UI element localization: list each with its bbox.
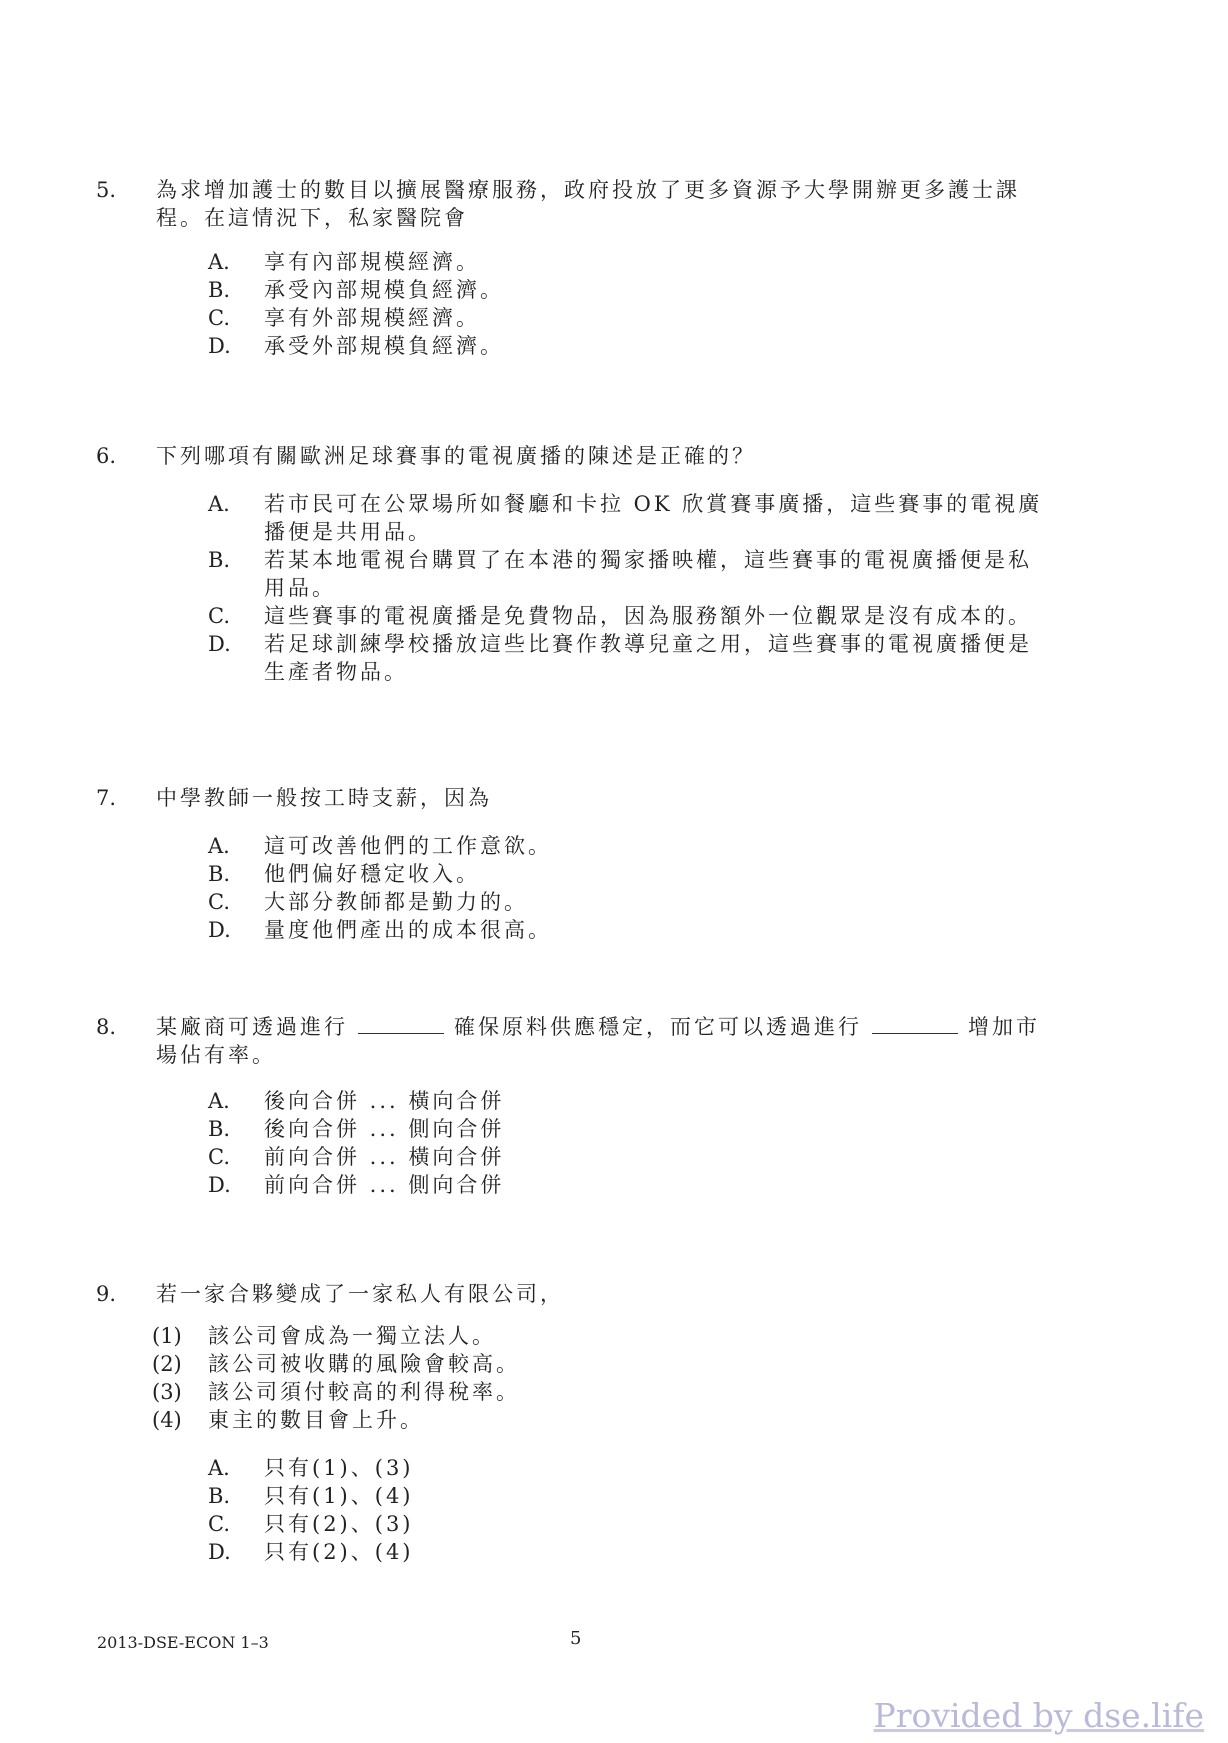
stem-part-1: 某廠商可透過進行: [156, 1015, 348, 1039]
option-letter: D.: [208, 334, 231, 358]
option-text: 量度他們產出的成本很高。: [264, 918, 552, 942]
stem-part-2: 確保原料供應穩定，而它可以透過進行: [454, 1015, 862, 1039]
option-letter: B.: [208, 1117, 231, 1141]
option-text: 後向合併 ... 橫向合併: [264, 1089, 505, 1113]
option-letter: A.: [208, 492, 230, 516]
option-list: [208, 490, 1046, 686]
question-6: [96, 442, 1046, 686]
statement-text: 該公司須付較高的利得稅率。: [208, 1380, 520, 1404]
question-stem: 若一家合夥變成了一家私人有限公司，: [156, 1282, 564, 1306]
statement-2: [152, 1350, 1046, 1378]
option-b: [208, 1115, 1046, 1143]
question-stem: 下列哪項有關歐洲足球賽事的電視廣播的陳述是正確的？: [156, 444, 756, 468]
option-letter: A.: [208, 1456, 230, 1480]
option-text: 後向合併 ... 側向合併: [264, 1117, 505, 1141]
option-b: [208, 1482, 1046, 1510]
option-letter: C.: [208, 604, 230, 628]
question-stem: 中學教師一般按工時支薪，因為: [156, 786, 492, 810]
option-d: [208, 1171, 1046, 1199]
option-list: [208, 1087, 1046, 1199]
option-letter: D.: [208, 1173, 231, 1197]
statement-4: [152, 1406, 1046, 1434]
option-c: [208, 1510, 1046, 1538]
option-a: [208, 1087, 1046, 1115]
statement-text: 該公司會成為一獨立法人。: [208, 1324, 496, 1348]
question-number: 8.: [96, 1015, 117, 1039]
answer-blank-2: [872, 1017, 958, 1034]
option-text: 前向合併 ... 側向合併: [264, 1173, 505, 1197]
option-letter: D.: [208, 1540, 231, 1564]
exam-code: 2013-DSE-ECON 1–3: [97, 1633, 269, 1652]
option-a: [208, 1454, 1046, 1482]
question-number: 5.: [96, 178, 117, 202]
option-letter: C.: [208, 1145, 230, 1169]
option-a: [208, 248, 1046, 276]
stem-part-3: 增加市場佔有率。: [156, 1015, 1040, 1067]
option-list: [208, 248, 1046, 360]
option-text: 享有內部規模經濟。: [264, 250, 480, 274]
option-a: [208, 832, 1046, 860]
option-text: 只有(1)、(3): [264, 1456, 414, 1480]
option-letter: A.: [208, 1089, 230, 1113]
question-number: 6.: [96, 444, 117, 468]
page-number: 5: [570, 1628, 582, 1649]
option-d: [208, 630, 1046, 686]
option-b: [208, 546, 1046, 602]
option-letter: C.: [208, 890, 230, 914]
option-letter: C.: [208, 1512, 230, 1536]
question-number: 7.: [96, 786, 117, 810]
option-c: [208, 1143, 1046, 1171]
option-c: [208, 888, 1046, 916]
option-c: [208, 304, 1046, 332]
option-b: [208, 860, 1046, 888]
option-text: 大部分教師都是勤力的。: [264, 890, 528, 914]
option-letter: C.: [208, 306, 230, 330]
statement-text: 東主的數目會上升。: [208, 1408, 424, 1432]
option-text: 前向合併 ... 橫向合併: [264, 1145, 505, 1169]
option-text: 他們偏好穩定收入。: [264, 862, 480, 886]
option-a: [208, 490, 1046, 546]
option-d: [208, 332, 1046, 360]
statement-number: (1): [152, 1324, 182, 1348]
option-letter: B.: [208, 1484, 231, 1508]
question-number: 9.: [96, 1282, 117, 1306]
option-letter: A.: [208, 834, 230, 858]
option-text: 若市民可在公眾場所如餐廳和卡拉 OK 欣賞賽事廣播，這些賽事的電視廣播便是共用品。: [264, 492, 1043, 544]
statement-list: [152, 1322, 1046, 1434]
option-letter: B.: [208, 548, 231, 572]
watermark: Provided by dse.life: [873, 1696, 1204, 1735]
option-list: [208, 832, 1046, 944]
option-letter: D.: [208, 918, 231, 942]
statement-text: 該公司被收購的風險會較高。: [208, 1352, 520, 1376]
option-text: 若某本地電視台購買了在本港的獨家播映權，這些賽事的電視廣播便是私用品。: [264, 548, 1032, 600]
option-d: [208, 1538, 1046, 1566]
option-b: [208, 276, 1046, 304]
question-stem: [156, 1013, 1046, 1069]
option-text: 若足球訓練學校播放這些比賽作教導兒童之用，這些賽事的電視廣播便是生產者物品。: [264, 632, 1032, 684]
option-text: 只有(1)、(4): [264, 1484, 414, 1508]
statement-3: [152, 1378, 1046, 1406]
option-text: 這可改善他們的工作意欲。: [264, 834, 552, 858]
question-7: [96, 784, 1046, 944]
option-text: 承受外部規模負經濟。: [264, 334, 504, 358]
question-9: [96, 1280, 1046, 1566]
statement-1: [152, 1322, 1046, 1350]
option-letter: A.: [208, 250, 230, 274]
option-c: [208, 602, 1046, 630]
statement-number: (3): [152, 1380, 182, 1404]
option-letter: B.: [208, 862, 231, 886]
option-letter: B.: [208, 278, 231, 302]
statement-number: (2): [152, 1352, 182, 1376]
answer-blank-1: [358, 1017, 444, 1034]
question-5: [96, 176, 1046, 360]
option-list: [208, 1454, 1046, 1566]
option-letter: D.: [208, 632, 231, 656]
option-text: 享有外部規模經濟。: [264, 306, 480, 330]
statement-number: (4): [152, 1408, 182, 1432]
option-d: [208, 916, 1046, 944]
question-8: [96, 1013, 1046, 1199]
question-stem: 為求增加護士的數目以擴展醫療服務，政府投放了更多資源予大學開辦更多護士課程。在這情況下，私家醫院會: [156, 178, 1020, 230]
option-text: 承受內部規模負經濟。: [264, 278, 504, 302]
option-text: 只有(2)、(4): [264, 1540, 414, 1564]
option-text: 只有(2)、(3): [264, 1512, 414, 1536]
option-text: 這些賽事的電視廣播是免費物品，因為服務額外一位觀眾是沒有成本的。: [264, 604, 1032, 628]
